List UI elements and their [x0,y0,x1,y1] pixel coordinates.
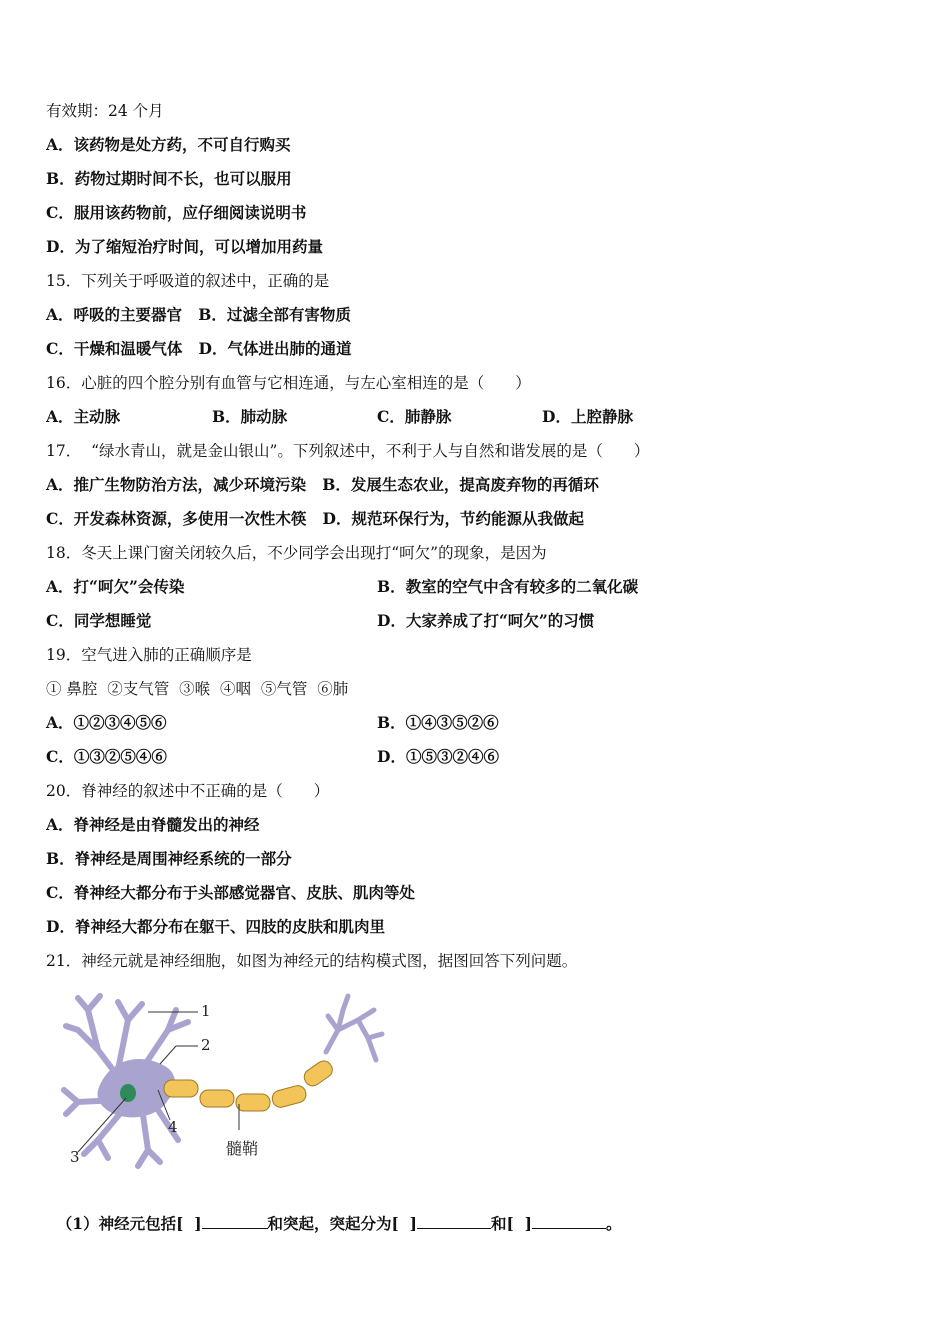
q19-option-b: B．①④③⑤②⑥ [377,713,499,732]
blank-1[interactable] [202,1213,268,1229]
q18-option-d: D．大家养成了打“呵欠”的习惯 [377,611,595,630]
q17-options-cd: C．开发森林资源，多使用一次性木筷 D．规范环保行为，节约能源从我做起 [46,509,584,528]
question-18: 18．冬天上课门窗关闭较久后，不少同学会出现打“呵欠”的现象，是因为 [46,544,547,562]
q19-option-d: D．①⑤③②④⑥ [377,747,499,766]
q20-option-a: A．脊神经是由脊髓发出的神经 [46,815,260,834]
label-4: 4 [168,1118,178,1136]
q21-1-mid1: 和突起，突起分为[ ] [267,1214,418,1233]
label-1: 1 [201,1002,211,1020]
q21-1-prefix: （1）神经元包括[ ] [56,1214,202,1233]
option-d: D．为了缩短治疗时间，可以增加用药量 [46,237,323,256]
q20-option-d: D．脊神经大都分布在躯干、四肢的皮肤和肌肉里 [46,917,385,936]
q18-option-a: A．打“呵欠”会传染 [46,577,185,596]
question-21: 21．神经元就是神经细胞，如图为神经元的结构模式图，据图回答下列问题。 [46,952,578,970]
question-19: 19．空气进入肺的正确顺序是 [46,646,252,664]
blank-2[interactable] [417,1213,491,1229]
blank-3[interactable] [532,1213,606,1229]
neuron-diagram [58,990,388,1170]
question-16: 16．心脏的四个腔分别有血管与它相连通，与左心室相连的是（ ） [46,374,531,392]
q17-options-ab: A．推广生物防治方法，减少环境污染 B．发展生态农业，提高废弃物的再循环 [46,475,599,494]
option-b: B．药物过期时间不长，也可以服用 [46,169,292,188]
q20-option-c: C．脊神经大都分布于头部感觉器官、皮肤、肌肉等处 [46,883,415,902]
expiry-line: 有效期：24 个月 [46,102,164,120]
question-20: 20．脊神经的叙述中不正确的是（ ） [46,782,330,800]
label-2: 2 [201,1036,211,1054]
option-c: C．服用该药物前，应仔细阅读说明书 [46,203,307,222]
q20-option-b: B．脊神经是周围神经系统的一部分 [46,849,292,868]
q18-option-b: B．教室的空气中含有较多的二氧化碳 [377,577,639,596]
q21-1-end: 。 [605,1214,622,1233]
q16-option-a: A．主动脉 [46,407,121,426]
question-17: 17． “绿水青山，就是金山银山”。下列叙述中，不利于人与自然和谐发展的是（ ） [46,442,650,460]
q19-option-a: A．①②③④⑤⑥ [46,713,167,732]
question-21-part-1 [46,1193,622,1234]
q15-options-cd: C．干燥和温暖气体 D．气体进出肺的通道 [46,339,352,358]
q21-1-mid2: 和[ ] [491,1214,532,1233]
myelin-sheath [164,1058,335,1111]
label-3: 3 [70,1148,80,1166]
question-15: 15．下列关于呼吸道的叙述中，正确的是 [46,272,330,290]
q18-option-c: C．同学想睡觉 [46,611,152,630]
q16-option-d: D．上腔静脉 [542,407,633,426]
q19-option-c: C．①③②⑤④⑥ [46,747,167,766]
myelin-label: 髓鞘 [226,1139,259,1158]
option-a: A．该药物是处方药，不可自行购买 [46,135,291,154]
q15-options-ab: A．呼吸的主要器官 B．过滤全部有害物质 [46,305,351,324]
nucleus [120,1084,136,1102]
q19-item-list: ① 鼻腔 ②支气管 ③喉 ④咽 ⑤气管 ⑥肺 [46,680,349,698]
q16-option-b: B．肺动脉 [212,407,288,426]
q16-option-c: C．肺静脉 [377,407,452,426]
